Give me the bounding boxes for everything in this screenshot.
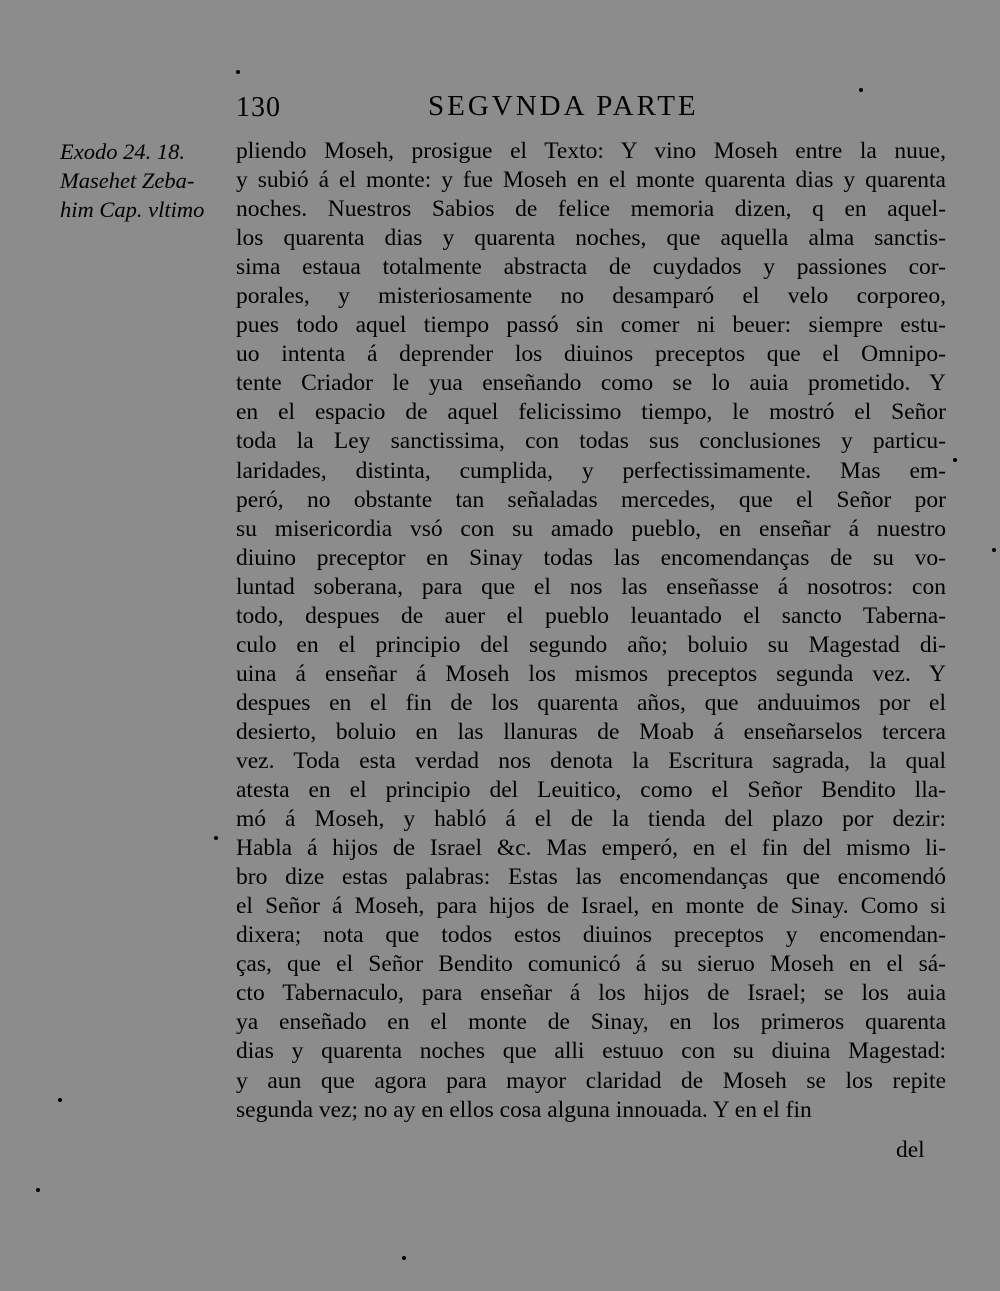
running-head: SEGVNDA PARTE: [428, 90, 699, 122]
text-line: y subió á el monte: y fue Moseh en el monte quarenta dias y quarenta: [236, 167, 946, 194]
text-line: todo, despues de auer el pueblo leuantado el sancto Taberna-: [236, 602, 946, 629]
ink-speck: [236, 70, 240, 74]
text-line: tente Criador le yua enseñando como se lo auia prometido. Y: [236, 370, 946, 397]
ink-speck: [953, 458, 957, 462]
text-line: toda la Ley sanctissima, con todas sus conclusiones y particu-: [236, 428, 946, 455]
text-line: culo en el principio del segundo año; boluio su Magestad di-: [236, 631, 946, 658]
ink-speck: [36, 1188, 40, 1192]
text-line: pliendo Moseh, prosigue el Texto: Y vino Moseh entre la nuue,: [236, 138, 946, 164]
margin-note-masehet: Masehet Zeba-: [60, 168, 195, 193]
body-text: [236, 137, 946, 1125]
text-line: desierto, boluio en las llanuras de Moab á enseñarselos tercera: [236, 718, 946, 745]
text-line: uo intenta á deprender los diuinos preceptos que el Omnipo-: [236, 341, 946, 368]
text-line: peró, no obstante tan señaladas mercedes, que el Señor por: [236, 486, 946, 513]
ink-speck: [859, 88, 863, 92]
text-line: pues todo aquel tiempo passó sin comer ni beuer: siempre estu-: [236, 312, 946, 339]
text-line: y aun que agora para mayor claridad de Moseh se los repite: [236, 1067, 946, 1094]
text-line: dias y quarenta noches que alli estuuo con su diuina Magestad:: [236, 1038, 946, 1065]
text-line: ya enseñado en el monte de Sinay, en los primeros quarenta: [236, 1009, 946, 1036]
text-line: bro dize estas palabras: Estas las encomendanças que encomendó: [236, 864, 946, 891]
margin-note-exodo: Exodo 24. 18.: [60, 139, 185, 164]
text-line: uina á enseñar á Moseh los mismos preceptos segunda vez. Y: [236, 660, 946, 687]
text-line: porales, y misteriosamente no desamparó el velo corporeo,: [236, 283, 946, 310]
ink-speck: [402, 1256, 406, 1260]
text-line: cto Tabernaculo, para enseñar á los hijos de Israel; se los auia: [236, 980, 946, 1007]
ink-speck: [992, 548, 996, 552]
margin-notes: [60, 137, 232, 224]
text-line: atesta en el principio del Leuitico, como el Señor Bendito lla-: [236, 777, 946, 804]
text-line: segunda vez; no ay en ellos cosa alguna innouada. Y en el fin: [236, 1096, 812, 1123]
text-line: en el espacio de aquel felicissimo tiempo, le mostró el Señor: [236, 399, 946, 426]
text-line: diuino preceptor en Sinay todas las encomendanças de su vo-: [236, 544, 946, 571]
text-line: noches. Nuestros Sabios de felice memoria dizen, q en aquel-: [236, 196, 946, 223]
text-line: mó á Moseh, y habló á el de la tienda del plazo por dezir:: [236, 806, 946, 833]
text-line: su misericordia vsó con su amado pueblo, en enseñar á nuestro: [236, 515, 946, 542]
text-line: despues en el fin de los quarenta años, que anduuimos por el: [236, 689, 946, 716]
text-line: el Señor á Moseh, para hijos de Israel, en monte de Sinay. Como si: [236, 893, 946, 920]
text-line: sima estaua totalmente abstracta de cuydados y passiones cor-: [236, 254, 946, 281]
page-number: 130: [236, 92, 281, 123]
text-line: dixera; nota que todos estos diuinos preceptos y encomendan-: [236, 922, 946, 949]
margin-note-zebahim: him Cap. vltimo: [60, 197, 205, 222]
text-line: laridades, distinta, cumplida, y perfectissimamente. Mas em-: [236, 457, 946, 484]
text-line: vez. Toda esta verdad nos denota la Escritura sagrada, la qual: [236, 747, 946, 774]
text-line: luntad soberana, para que el nos las enseñasse á nosotros: con: [236, 573, 946, 600]
ink-speck: [58, 1098, 62, 1102]
catchword: del: [896, 1137, 925, 1163]
ink-speck: [214, 836, 218, 840]
text-line: Habla á hijos de Israel &c. Mas emperó, en el fin del mismo li-: [236, 835, 946, 862]
text-line: ças, que el Señor Bendito comunicó á su sieruo Moseh en el sá-: [236, 951, 946, 978]
text-line: los quarenta dias y quarenta noches, que aquella alma sanctis-: [236, 225, 946, 252]
